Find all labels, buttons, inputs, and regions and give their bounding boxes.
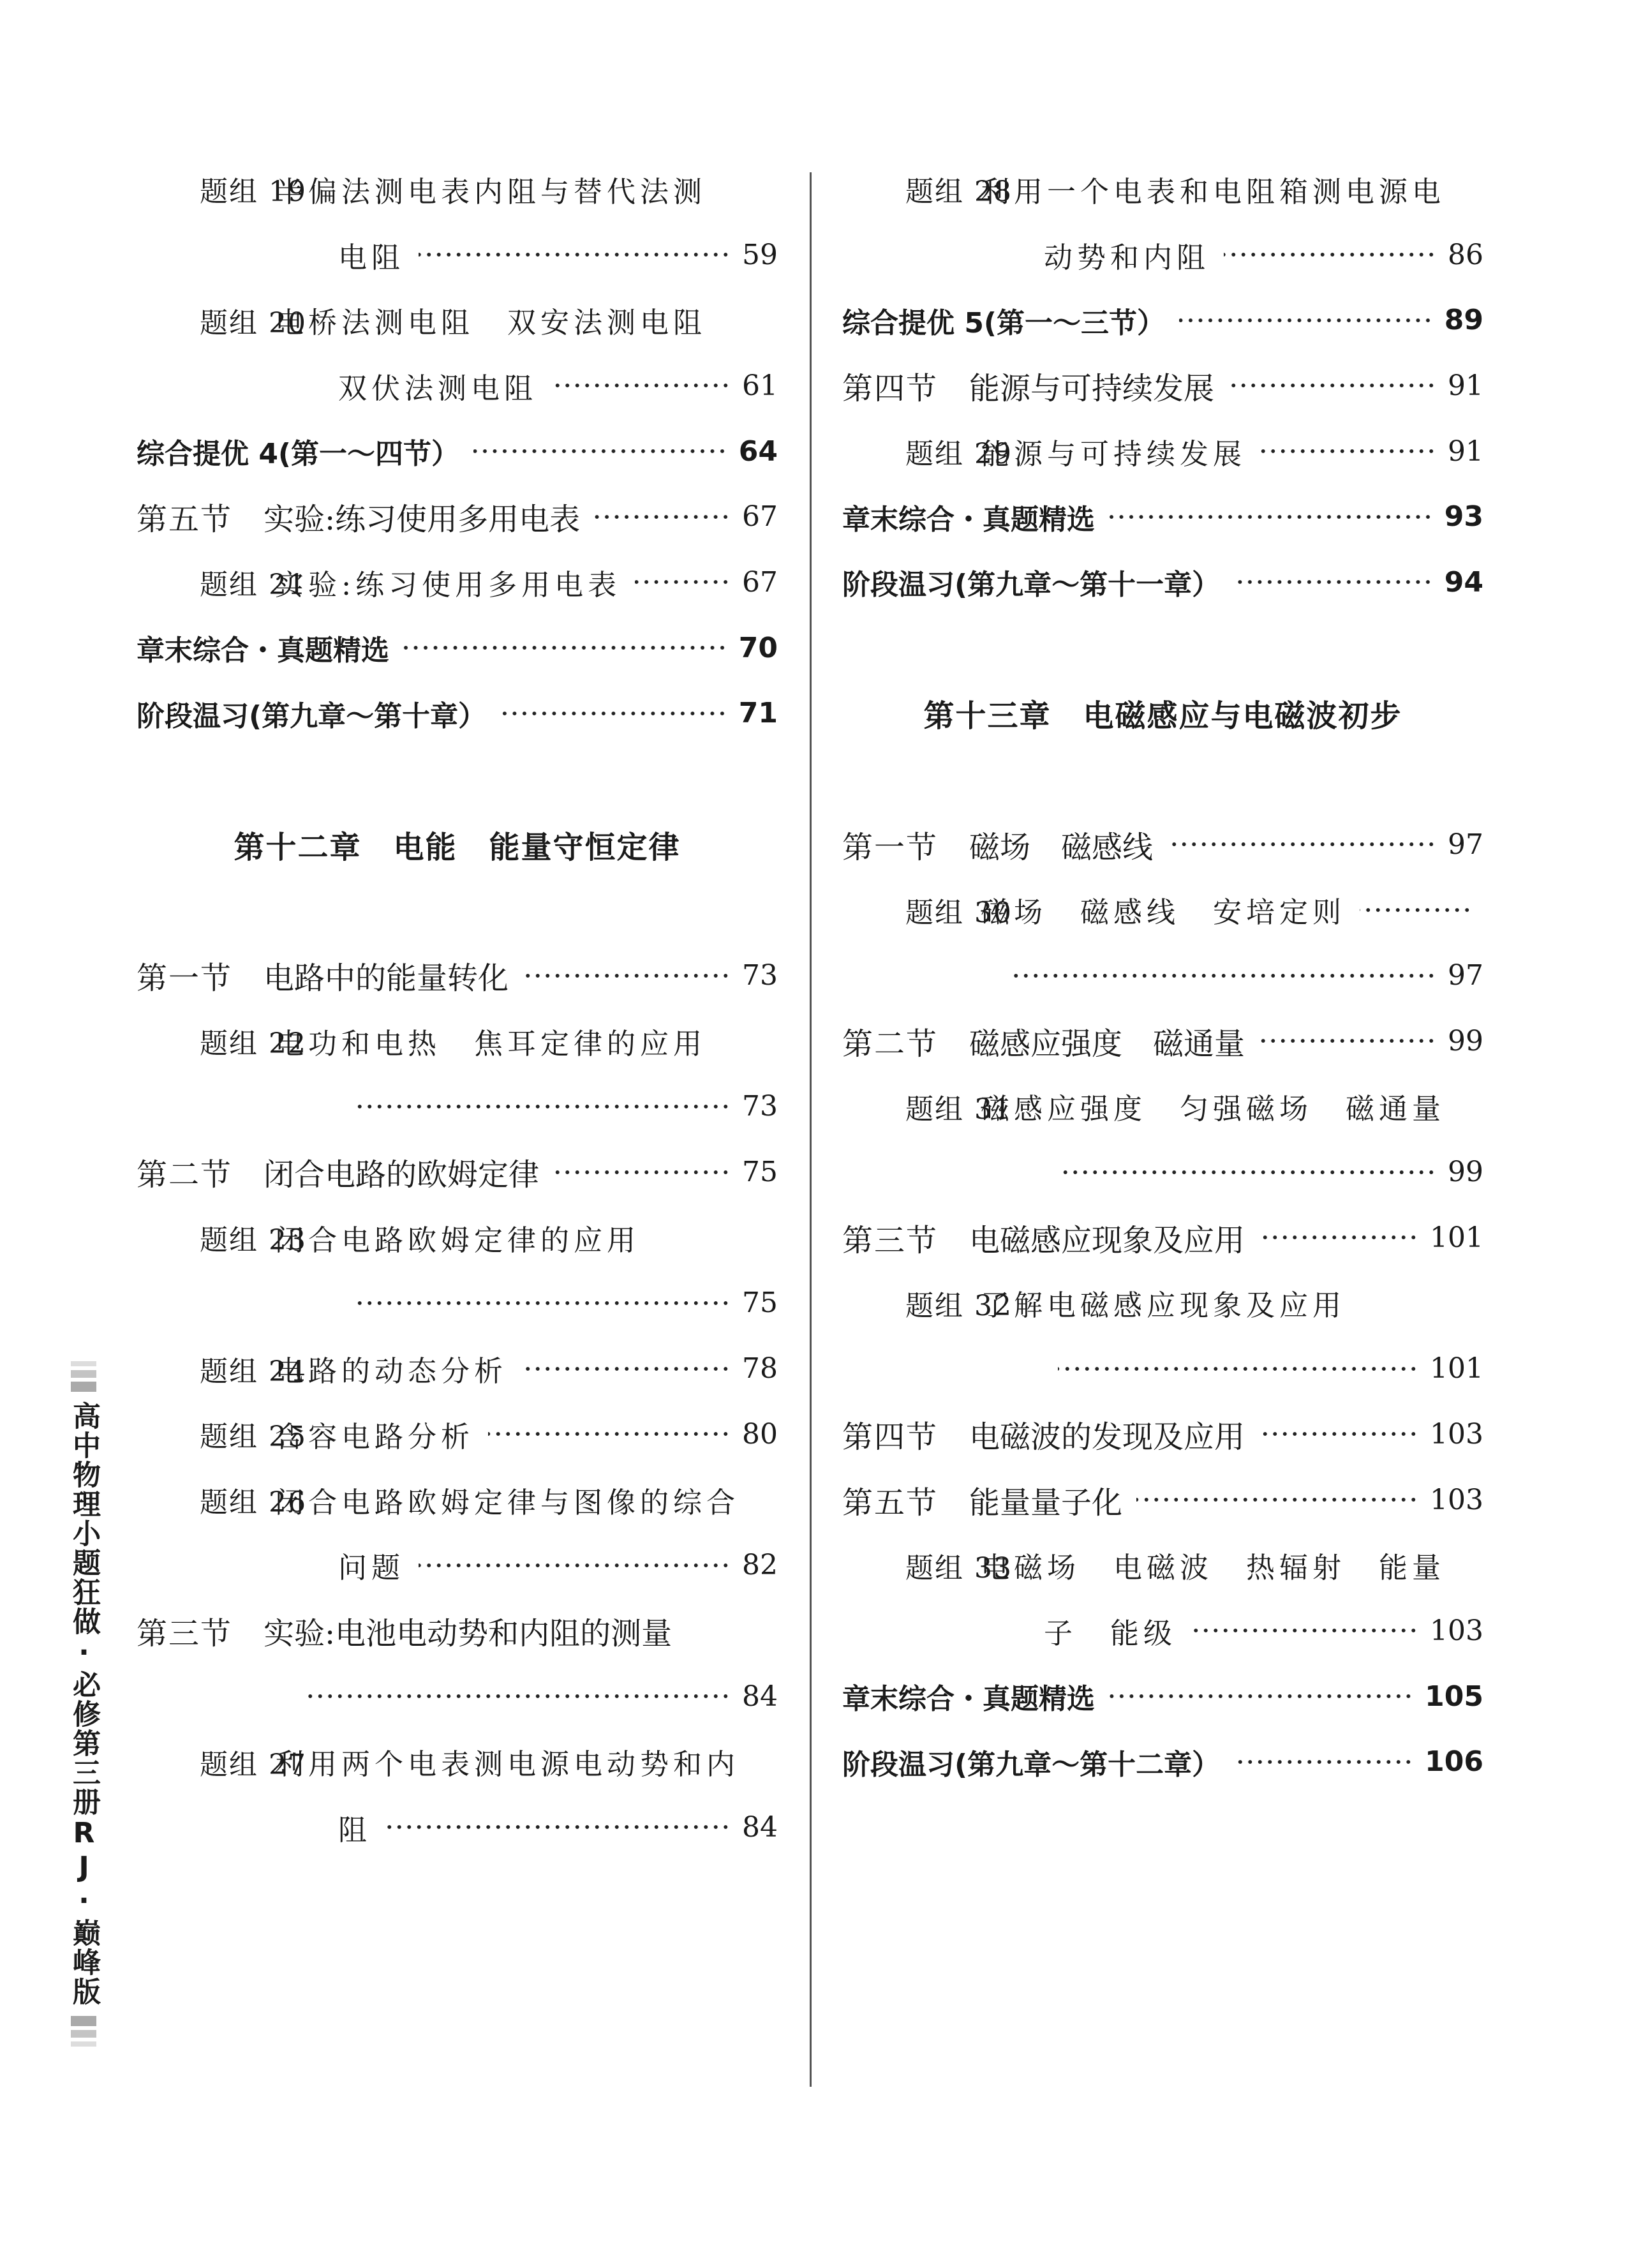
entry-title: 电阻 [338, 240, 405, 274]
page-number: 67 [742, 565, 778, 599]
entry-title: 能量量子化 [969, 1484, 1123, 1521]
dot-leader [594, 514, 731, 520]
entry-title: 能源与可持续发展 [981, 436, 1247, 471]
entry-title: 实验:练习使用多用电表 [264, 502, 581, 538]
toc-entry-group[interactable] [842, 1532, 1483, 1598]
dot-leader [1109, 1693, 1413, 1699]
dot-leader [385, 1824, 731, 1830]
entry-title: 子 能级 [1044, 1616, 1177, 1650]
page-number: 99 [1448, 1156, 1483, 1189]
toc-entry-summary[interactable] [137, 615, 778, 681]
decorative-bar [71, 1382, 96, 1392]
toc-entry-cont[interactable] [137, 353, 778, 419]
dot-leader [1191, 1627, 1418, 1634]
entry-title: 阶段温习(第九章～第十一章） [842, 569, 1221, 602]
chapter-heading: 第十二章 电能 能量守恒定律 [234, 829, 681, 865]
toc-entry-summary[interactable] [137, 419, 778, 484]
dot-leader [403, 645, 727, 651]
toc-entry-group[interactable] [842, 419, 1483, 484]
dot-leader [1234, 579, 1433, 585]
page-number: 73 [742, 1090, 778, 1123]
page-number: 84 [742, 1680, 778, 1713]
page-number: 73 [742, 959, 778, 992]
toc-entry-group[interactable] [137, 549, 778, 615]
page-number: 59 [742, 238, 778, 271]
toc-entry-group[interactable] [137, 156, 778, 222]
entry-label: 第二节 [842, 1026, 939, 1062]
dot-leader [1058, 1169, 1436, 1175]
dot-leader [419, 251, 731, 258]
page-number: 101 [1430, 1352, 1483, 1385]
toc-entry-summary[interactable] [842, 549, 1483, 615]
entry-title: 磁场 磁感线 安培定则 [981, 895, 1346, 930]
page-number: 61 [742, 369, 778, 402]
entry-label: 题组 19 [200, 175, 307, 209]
toc-entry-group[interactable] [137, 1729, 778, 1794]
toc-entry-summary[interactable] [842, 1664, 1483, 1729]
entry-title: 动势和内阻 [1044, 240, 1210, 274]
entry-title: 综合提优 5(第一～三节） [842, 306, 1166, 339]
dot-leader [1136, 1496, 1418, 1503]
decorative-bar [71, 2016, 96, 2026]
entry-label: 第四节 [842, 370, 939, 407]
dot-leader [473, 448, 727, 454]
toc-entry-summary[interactable] [842, 287, 1483, 353]
page-number: 82 [742, 1549, 778, 1582]
entry-label: 第五节 [137, 502, 233, 538]
toc-entry-cont[interactable] [137, 1532, 778, 1598]
dot-leader [352, 1103, 731, 1110]
toc-entry-summary[interactable] [137, 681, 778, 747]
dot-leader [500, 710, 727, 717]
decorative-bar [71, 2030, 96, 2038]
entry-title: 能源与可持续发展 [969, 370, 1215, 407]
entry-title: 阶段温习(第九章～第十二章） [842, 1748, 1221, 1781]
entry-label: 题组 29 [905, 438, 1013, 471]
page-number: 91 [1448, 435, 1483, 468]
dot-leader [1234, 1759, 1413, 1765]
dot-leader [1179, 317, 1433, 324]
dot-leader [352, 1300, 731, 1306]
toc-entry-section[interactable] [842, 353, 1483, 419]
toc-entry-group[interactable] [842, 877, 1483, 943]
entry-label: 题组 27 [200, 1748, 307, 1781]
dot-leader [1360, 907, 1472, 913]
page-number: 75 [742, 1156, 778, 1189]
toc-left-column [137, 156, 778, 1860]
toc-entry-cont[interactable] [137, 1271, 778, 1336]
toc-entry-group[interactable] [137, 1467, 778, 1533]
page-number: 84 [742, 1810, 778, 1844]
toc-entry-section[interactable] [842, 1205, 1483, 1271]
toc-entry-group[interactable] [137, 1336, 778, 1401]
entry-title: 闭合电路的欧姆定律 [264, 1157, 540, 1193]
page-number: 80 [742, 1417, 778, 1451]
toc-entry-section[interactable] [842, 1467, 1483, 1533]
toc-entry-section[interactable] [842, 1008, 1483, 1074]
entry-title: 磁场 磁感线 [969, 829, 1154, 865]
toc-entry-cont[interactable] [137, 1794, 778, 1860]
page-number: 71 [738, 697, 778, 730]
entry-label: 第五节 [842, 1484, 939, 1521]
page-number: 93 [1444, 500, 1483, 533]
dot-leader [1259, 1038, 1436, 1044]
entry-title: 电功和电热 焦耳定律的应用 [275, 1026, 707, 1061]
toc-entry-group[interactable] [137, 1008, 778, 1074]
entry-title: 电磁场 电磁波 热辐射 能量 [981, 1551, 1446, 1585]
decorative-bar [71, 1361, 96, 1366]
decorative-bar [71, 2041, 96, 2047]
entry-title: 电桥法测电阻 双安法测电阻 [275, 306, 707, 340]
page-number: 67 [742, 500, 778, 533]
toc-entry-group[interactable] [137, 1401, 778, 1467]
page-number: 70 [738, 631, 778, 664]
dot-leader [1167, 841, 1436, 847]
entry-title: 综合提优 4(第一～四节） [137, 438, 460, 471]
entry-title: 电路中的能量转化 [264, 960, 509, 997]
spine-title: 高中物理小题狂做·必修第三册RJ·巅峰版 [68, 1401, 100, 2006]
entry-label: 题组 30 [905, 896, 1013, 929]
spine-banner [61, 1359, 106, 2048]
entry-title: 问题 [338, 1551, 405, 1585]
entry-title: 章末综合・真题精选 [842, 1683, 1095, 1716]
entry-title: 电磁感应现象及应用 [969, 1222, 1245, 1258]
toc-entry-group[interactable] [842, 156, 1483, 222]
page-number: 64 [738, 435, 778, 468]
dot-leader [635, 579, 731, 585]
toc-entry-summary[interactable] [842, 1729, 1483, 1794]
entry-label: 第一节 [137, 960, 233, 997]
toc-entry-section[interactable] [842, 812, 1483, 877]
entry-label: 题组 20 [200, 306, 307, 339]
entry-title: 章末综合・真题精选 [842, 503, 1095, 536]
toc-entry-cont-full[interactable] [137, 1664, 778, 1729]
entry-title: 章末综合・真题精选 [137, 634, 389, 668]
toc-entry-cont[interactable] [842, 222, 1483, 288]
toc-entry-cont[interactable] [137, 222, 778, 288]
toc-entry-group[interactable] [137, 287, 778, 353]
dot-leader [551, 382, 731, 389]
toc-entry-cont[interactable] [842, 1336, 1483, 1401]
entry-title: 电磁波的发现及应用 [969, 1419, 1245, 1455]
toc-entry-group[interactable] [842, 1271, 1483, 1336]
toc-entry-section[interactable] [137, 484, 778, 549]
page-number: 97 [1448, 828, 1483, 861]
page-number: 99 [1448, 1024, 1483, 1057]
page-number: 97 [1448, 959, 1483, 992]
toc-right-column [842, 156, 1483, 1794]
toc-entry-cont[interactable] [842, 1598, 1483, 1664]
dot-leader [1058, 1366, 1418, 1372]
page-number: 86 [1448, 238, 1483, 271]
toc-entry-section[interactable] [137, 943, 778, 1008]
dot-leader [488, 1431, 731, 1437]
dot-leader [1224, 251, 1436, 258]
page-number: 101 [1430, 1221, 1483, 1254]
decorative-bar [71, 1370, 96, 1378]
dot-leader [521, 1366, 731, 1372]
entry-label: 题组 31 [905, 1093, 1013, 1126]
entry-label: 第三节 [842, 1222, 939, 1258]
entry-label: 第四节 [842, 1419, 939, 1455]
page-number: 89 [1444, 304, 1483, 337]
toc-entry-cont[interactable] [842, 1139, 1483, 1205]
entry-label: 题组 25 [200, 1421, 307, 1454]
dot-leader [1109, 514, 1433, 520]
dot-leader [1260, 448, 1436, 454]
toc-entry-section[interactable] [137, 1598, 778, 1664]
entry-label: 题组 21 [200, 569, 307, 602]
toc-entry-cont[interactable] [137, 1074, 778, 1140]
entry-title: 实验:电池电动势和内阻的测量 [264, 1615, 672, 1652]
entry-title: 磁感应强度 磁通量 [969, 1026, 1245, 1062]
entry-label: 题组 24 [200, 1355, 307, 1388]
entry-title: 阶段温习(第九章～第十章） [137, 699, 487, 733]
page-number: 106 [1425, 1745, 1483, 1779]
dot-leader [553, 1169, 731, 1175]
dot-leader [419, 1562, 731, 1569]
toc-entry-group[interactable] [842, 1074, 1483, 1140]
page-number: 103 [1430, 1614, 1483, 1647]
dot-leader [523, 973, 731, 979]
entry-title: 电路的动态分析 [275, 1354, 508, 1389]
page-number: 105 [1425, 1680, 1483, 1713]
entry-label: 题组 23 [200, 1224, 307, 1257]
page-number: 75 [742, 1287, 778, 1320]
toc-entry-cont-full[interactable] [842, 943, 1483, 1008]
page-number: 78 [742, 1352, 778, 1385]
page-number: 103 [1430, 1417, 1483, 1451]
entry-label: 第一节 [842, 829, 939, 865]
toc-entry-group[interactable] [137, 1205, 778, 1271]
entry-title: 利用一个电表和电阻箱测电源电 [981, 174, 1446, 209]
entry-label: 第二节 [137, 1157, 233, 1193]
toc-entry-section[interactable] [842, 1401, 1483, 1467]
dot-leader [1228, 382, 1436, 389]
entry-title: 闭合电路欧姆定律与图像的综合 [275, 1485, 740, 1519]
chapter-heading: 第十三章 电磁感应与电磁波初步 [923, 698, 1402, 735]
entry-title: 阻 [338, 1812, 372, 1847]
entry-label: 题组 22 [200, 1027, 307, 1061]
entry-label: 题组 28 [905, 175, 1013, 209]
entry-title: 双伏法测电阻 [338, 371, 538, 405]
entry-title: 了解电磁感应现象及应用 [981, 1288, 1346, 1323]
entry-title: 磁感应强度 匀强磁场 磁通量 [981, 1092, 1446, 1126]
entry-title: 含容电路分析 [275, 1419, 475, 1454]
dot-leader [1259, 1234, 1418, 1241]
column-divider [810, 172, 812, 2087]
entry-title: 实验:练习使用多用电表 [275, 567, 621, 602]
entry-label: 题组 26 [200, 1486, 307, 1519]
page-number: 94 [1444, 565, 1483, 599]
dot-leader [1009, 973, 1436, 979]
entry-label: 题组 32 [905, 1289, 1013, 1322]
entry-label: 第三节 [137, 1615, 233, 1652]
dot-leader [1259, 1431, 1418, 1437]
entry-title: 半偏法测电表内阻与替代法测 [275, 174, 707, 209]
entry-title: 闭合电路欧姆定律的应用 [275, 1223, 641, 1257]
entry-title: 利用两个电表测电源电动势和内 [275, 1747, 740, 1782]
toc-entry-section[interactable] [137, 1139, 778, 1205]
page-number: 91 [1448, 369, 1483, 402]
toc-entry-summary[interactable] [842, 484, 1483, 549]
dot-leader [304, 1693, 731, 1699]
entry-label: 题组 33 [905, 1551, 1013, 1585]
page-number: 103 [1430, 1483, 1483, 1516]
